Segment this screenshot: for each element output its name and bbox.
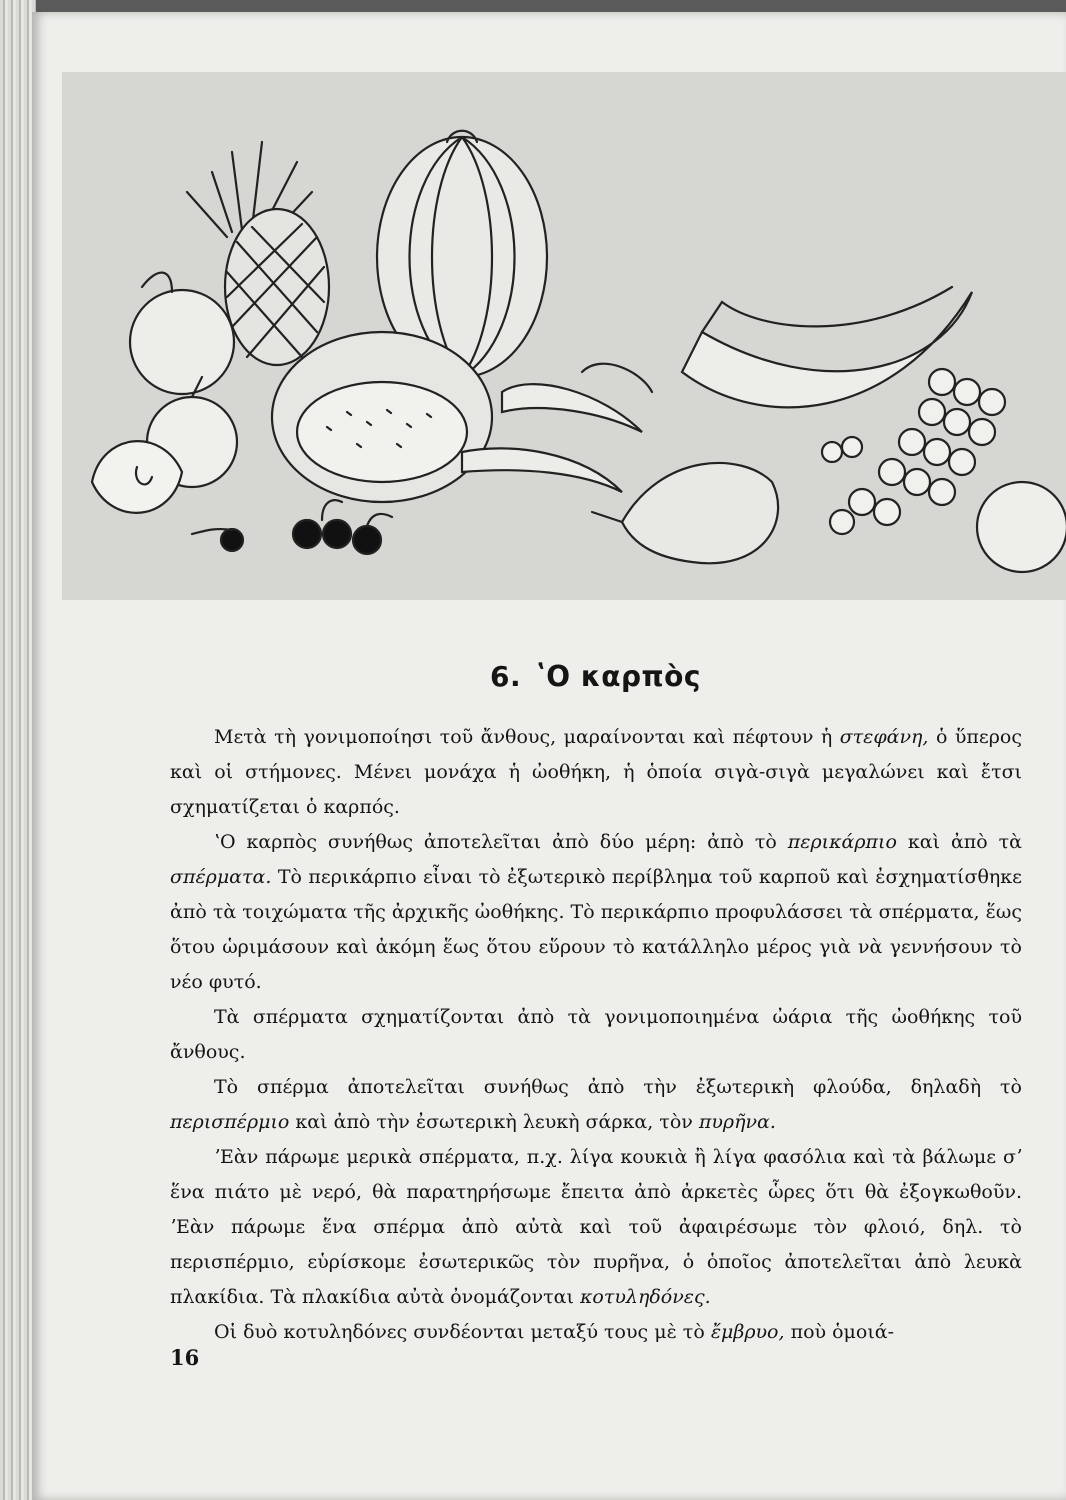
- section-title: [490, 660, 701, 693]
- text-span: ὁ ὕπερος καὶ οἱ στήμονες. Μένει μονάχα ἡ ὠοθήκη, ἡ ὁποία σιγὰ-σιγὰ μεγαλώνει καὶ ἔτσι σχηματίζεται ὁ καρπός.: [170, 726, 1022, 818]
- term-spermata: σπέρματα.: [170, 866, 272, 888]
- orange-icon: [977, 482, 1066, 572]
- term-kotylidones: κοτυληδόνες.: [579, 1286, 711, 1308]
- paragraph: [170, 1070, 1022, 1140]
- section-heading: ʽΟ καρπὸς: [535, 660, 701, 693]
- text-span: ʼΕὰν πάρωμε μερικὰ σπέρματα, π.χ. λίγα κουκιὰ ἢ λίγα φασόλια καὶ τὰ βάλωμε σʼ ἕνα πιάτο μὲ νερό, θὰ παρατηρήσωμε ἔπειτα ἀπὸ ἀρκετὲς ὧρες ὅτι θὰ ἐξογκωθοῦν. ʼΕὰν πάρωμε ἕνα σπέρμα ἀπὸ αὐτὰ καὶ τοῦ ἀφαιρέσωμε τὸν φλοιό, δηλ. τὸ περισπέρμιο, εὑρίσκομε ἐσωτερικῶς τὸν πυρῆνα, ὁ ὁποῖος ἀποτελεῖται ἀπὸ λευκὰ πλακίδια. Τὰ πλακίδια αὐτὰ ὀνομάζονται: [170, 1146, 1022, 1308]
- text-span: ʽΟ καρπὸς συνήθως ἀποτελεῖται ἀπὸ δύο μέρη: ἀπὸ τὸ: [214, 831, 788, 853]
- body-text: [170, 720, 1022, 1350]
- paragraph: [170, 1315, 1022, 1350]
- text-span: Οἱ δυὸ κοτυληδόνες συνδέονται μεταξύ τους μὲ τὸ: [214, 1321, 711, 1343]
- section-number: 6.: [490, 660, 522, 693]
- paragraph: [170, 720, 1022, 825]
- fruit-still-life-illustration: [62, 72, 1066, 600]
- fruit-drawing-icon: [62, 72, 1066, 600]
- text-span: Τὸ περικάρπιο εἶναι τὸ ἐξωτερικὸ περίβλημα τοῦ καρποῦ καὶ ἐσχηματίσθηκε ἀπὸ τὰ τοιχώματα τῆς ἀρχικῆς ὠοθήκης. Τὸ περικάρπιο προφυλάσσει τὰ σπέρματα, ἕως ὅτου ὡριμάσουν καὶ ἀκόμη ἕως ὅτου εὕρουν τὸ κατάλληλο μέρος γιὰ νὰ γεννήσουν τὸ νέο φυτό.: [170, 866, 1022, 993]
- term-pyrinas: πυρῆνα.: [698, 1111, 776, 1133]
- page-number: 16: [170, 1345, 200, 1370]
- term-stefani: στεφάνη,: [839, 726, 929, 748]
- paragraph: [170, 1140, 1022, 1315]
- paragraph: [170, 825, 1022, 1000]
- term-perispermio: περισπέρμιο: [170, 1111, 290, 1133]
- text-span: ποὺ ὁμοιά-: [784, 1321, 895, 1343]
- text-span: Μετὰ τὴ γονιμοποίησι τοῦ ἄνθους, μαραίνονται καὶ πέφτουν ἡ: [214, 726, 840, 748]
- watermelon-slice-icon: [272, 332, 492, 502]
- text-span: καὶ ἀπὸ τὰ: [896, 831, 1023, 853]
- term-perikarpio: περικάρπιο: [787, 831, 897, 853]
- text-span: Τὸ σπέρμα ἀποτελεῖται συνήθως ἀπὸ τὴν ἐξωτερικὴ φλούδα, δηλαδὴ τὸ: [214, 1076, 1022, 1098]
- term-emvryo: ἔμβρυο,: [710, 1321, 785, 1343]
- text-span: καὶ ἀπὸ τὴν ἐσωτερικὴ λευκὴ σάρκα, τὸν: [289, 1111, 699, 1133]
- paragraph: [170, 1000, 1022, 1070]
- text-span: Τὰ σπέρματα σχηματίζονται ἀπὸ τὰ γονιμοποιημένα ὠάρια τῆς ὠοθήκης τοῦ ἄνθους.: [170, 1006, 1022, 1063]
- page-edge: [0, 0, 36, 1500]
